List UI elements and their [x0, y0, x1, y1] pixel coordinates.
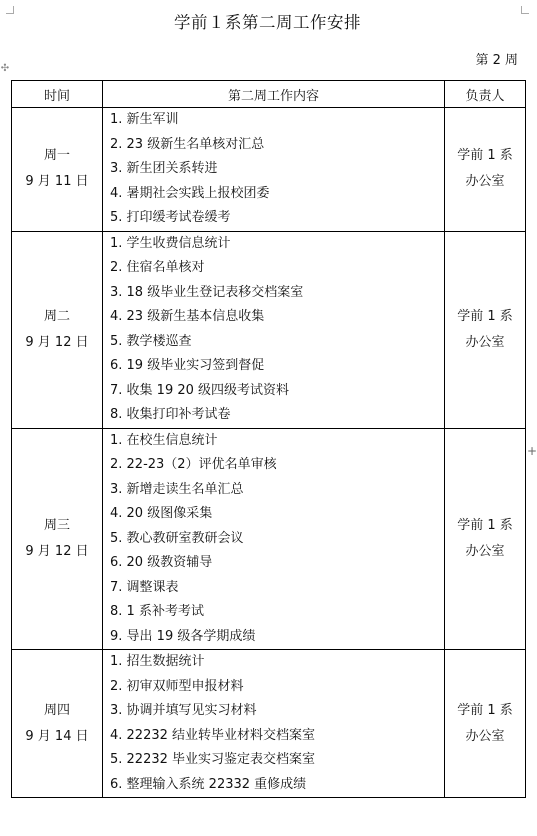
header-time: 时间 [12, 81, 103, 108]
table-header-row [12, 81, 526, 108]
schedule-body [12, 108, 526, 798]
task-item: 5. 教学楼巡查 [110, 333, 192, 349]
task-item: 9. 导出 19 级各学期成绩 [110, 628, 256, 644]
task-item: 6. 20 级教资辅导 [110, 555, 213, 570]
task-item: 1. 新生军训 [110, 112, 179, 127]
owner-cell[interactable] [445, 231, 526, 428]
task-item: 4. 暑期社会实践上报校团委 [110, 185, 270, 201]
task-item: 2. 住宿名单核对 [110, 260, 205, 275]
day-cell[interactable] [12, 231, 103, 428]
task-item: 1. 招生数据统计 [110, 654, 205, 669]
task-item: 2. 23 级新生名单核对汇总 [110, 136, 265, 152]
day-name: 周二 [43, 308, 70, 324]
task-item: 3. 协调并填写见实习材料 [110, 703, 257, 718]
task-item: 7. 收集 19 20 级四级考试资料 [110, 382, 290, 398]
owner-cell[interactable] [445, 428, 526, 650]
owner-line-2: 办公室 [465, 334, 505, 350]
task-item: 5. 打印缓考试卷缓考 [110, 210, 231, 225]
task-item: 8. 1 系补考考试 [110, 604, 204, 619]
tasks-cell[interactable] [103, 428, 445, 650]
day-cell[interactable] [12, 108, 103, 232]
task-item: 8. 收集打印补考试卷 [110, 407, 231, 422]
day-cell[interactable] [12, 428, 103, 650]
day-cell[interactable] [12, 650, 103, 798]
tasks-cell[interactable] [103, 650, 445, 798]
day-date: 9 月 14 日 [25, 728, 89, 744]
header-content: 第二周工作内容 [103, 81, 445, 108]
owner-line-2: 办公室 [465, 728, 505, 744]
day-date: 9 月 12 日 [25, 543, 89, 559]
header-owner: 负责人 [445, 81, 526, 108]
table-row [12, 231, 526, 428]
owner-line-2: 办公室 [465, 174, 505, 190]
document-title: 学前１系第二周工作安排 [174, 13, 361, 32]
table-row [12, 650, 526, 798]
day-name: 周一 [43, 148, 70, 164]
day-date: 9 月 11 日 [25, 174, 89, 190]
day-name: 周四 [43, 702, 70, 718]
owner-line-1: 学前 1 系 [457, 308, 513, 324]
owner-cell[interactable] [445, 650, 526, 798]
table-move-handle-icon[interactable]: ✣ [0, 63, 10, 74]
owner-line-1: 学前 1 系 [457, 517, 513, 533]
task-item: 5. 22232 毕业实习鉴定表交档案室 [110, 752, 316, 767]
task-item: 2. 初审双师型申报材料 [110, 678, 244, 694]
owner-line-1: 学前 1 系 [457, 702, 513, 718]
schedule-table [11, 80, 526, 798]
task-item: 4. 23 级新生基本信息收集 [110, 309, 265, 324]
task-item: 2. 22-23（2）评优名单审核 [110, 457, 277, 472]
owner-line-1: 学前 1 系 [457, 148, 513, 164]
tasks-cell[interactable] [103, 231, 445, 428]
table-row [12, 428, 526, 650]
task-item: 5. 教心教研室教研会议 [110, 530, 244, 546]
task-item: 1. 在校生信息统计 [110, 432, 218, 448]
task-item: 3. 18 级毕业生登记表移交档案室 [110, 284, 304, 300]
task-item: 4. 22232 结业转毕业材料交档案室 [110, 727, 316, 743]
task-item: 6. 19 级毕业实习签到督促 [110, 358, 265, 373]
week-number: 第 2 周 [475, 53, 518, 68]
owner-cell[interactable] [445, 108, 526, 232]
task-item: 7. 调整课表 [110, 579, 179, 595]
day-name: 周三 [43, 517, 70, 533]
task-item: 3. 新增走读生名单汇总 [110, 481, 244, 497]
table-row [12, 108, 526, 232]
task-item: 6. 整理输入系统 22332 重修成绩 [110, 776, 307, 792]
day-date: 9 月 12 日 [25, 334, 89, 350]
tasks-cell[interactable] [103, 108, 445, 232]
task-item: 4. 20 级图像采集 [110, 506, 213, 521]
add-row-plus-icon[interactable]: + [527, 444, 537, 458]
task-item: 1. 学生收费信息统计 [110, 235, 231, 251]
task-item: 3. 新生团关系转进 [110, 161, 218, 176]
owner-line-2: 办公室 [465, 543, 505, 559]
